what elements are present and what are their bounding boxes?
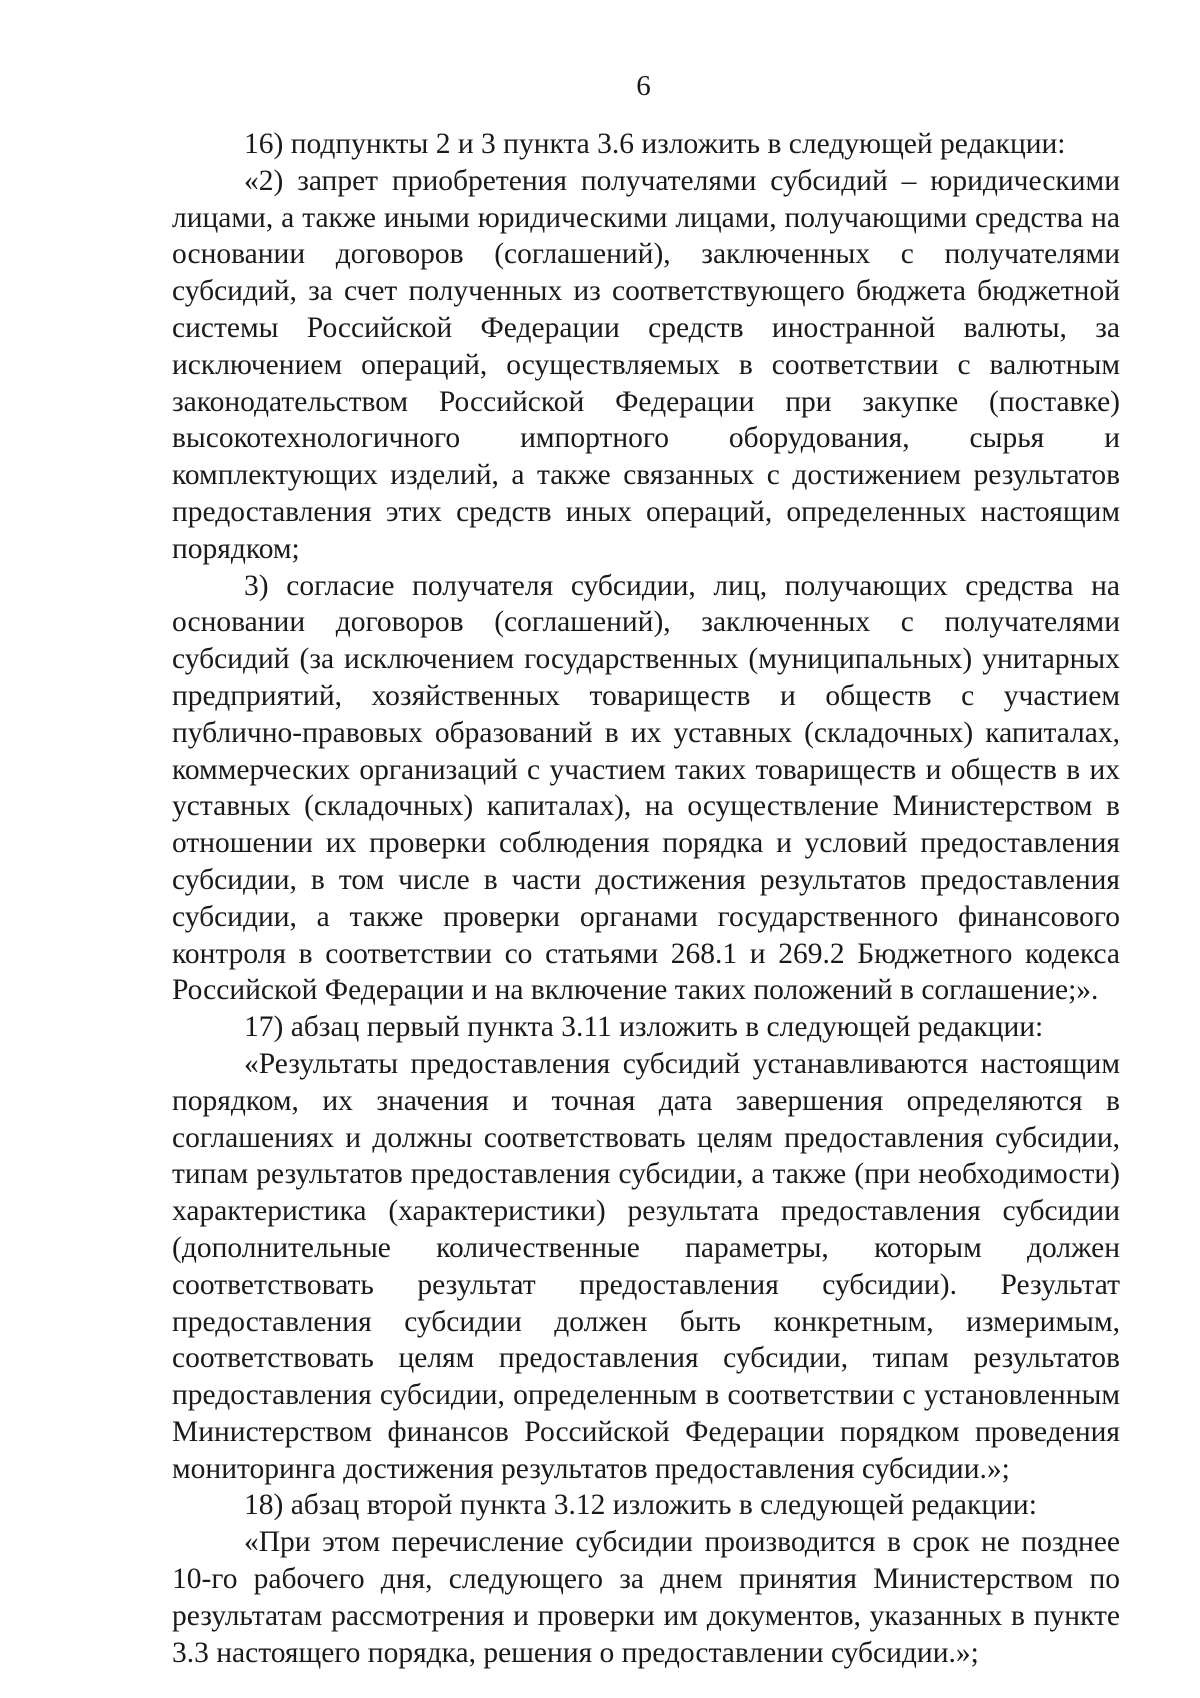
- page-number: 6: [636, 70, 651, 102]
- paragraph-item-17: 17) абзац первый пункта 3.11 изложить в следующей редакции:: [244, 1011, 1044, 1044]
- paragraph-subitem-3: 3) согласие получателя субсидии, лиц, получающих средства на основании договоров (соглашений), заключенных с получателями субсидий (за исключением государственных (муниципальных) унитарных предприятий, хозяйственных товариществ и обществ с участием публично-правовых образований в их уставных (складочных) капиталах, коммерческих организаций с участием таких товариществ и обществ в их уставных (складочных) капиталах), на осуществление Министерством в отношении их проверки соблюдения порядка и условий предоставления субсидии, в том числе в части достижения результатов предоставления субсидии, а также проверки органами государственного финансового контроля в соответствии со статьями 268.1 и 269.2 Бюджетного кодекса Российской Федерации и на включение таких положений в соглашение;».: [172, 569, 1120, 1007]
- paragraph-subitem-2: «2) запрет приобретения получателями субсидий – юридическими лицами, а также иными юридическими лицами, получающими средства на основании договоров (соглашений), заключенных с получателями субсидий, за счет полученных из соответствующего бюджета бюджетной системы Российской Федерации средств иностранной валюты, за исключением операций, осуществляемых в соответствии с валютным законодательством Российской Федерации при закупке (поставке) высокотехнологичного импортного оборудования, сырья и комплектующих изделий, а также связанных с достижением результатов предоставления этих средств иных операций, определенных настоящим порядком;: [172, 164, 1120, 565]
- document-page: [172, 68, 1120, 1671]
- paragraph-item-18: 18) абзац второй пункта 3.12 изложить в следующей редакции:: [244, 1489, 1037, 1522]
- paragraph-transfer-text: «При этом перечисление субсидии производится в срок не позднее 10-го рабочего дня, следующего за днем принятия Министерством по результатам рассмотрения и проверки им документов, указанных в пункте 3.3 настоящего порядка, решения о предоставлении субсидии.»;: [172, 1526, 1120, 1669]
- paragraph-item-16: 16) подпункты 2 и 3 пункта 3.6 изложить в следующей редакции:: [244, 128, 1066, 160]
- paragraph-results-text: «Результаты предоставления субсидий устанавливаются настоящим порядком, их значения и точная дата завершения определяются в соглашениях и должны соответствовать целям предоставления субсидии, типам результатов предоставления субсидии, а также (при необходимости) характеристика (характеристики) результата предоставления субсидии (дополнительные количественные параметры, которым должен соответствовать результат предоставления субсидии). Результат предоставления субсидии должен быть конкретным, измеримым, соответствовать целям предоставления субсидии, типам результатов предоставления субсидии, определенным в соответствии с установленным Министерством финансов Российской Федерации порядком проведения мониторинга достижения результатов предоставления субсидии.»;: [172, 1047, 1120, 1485]
